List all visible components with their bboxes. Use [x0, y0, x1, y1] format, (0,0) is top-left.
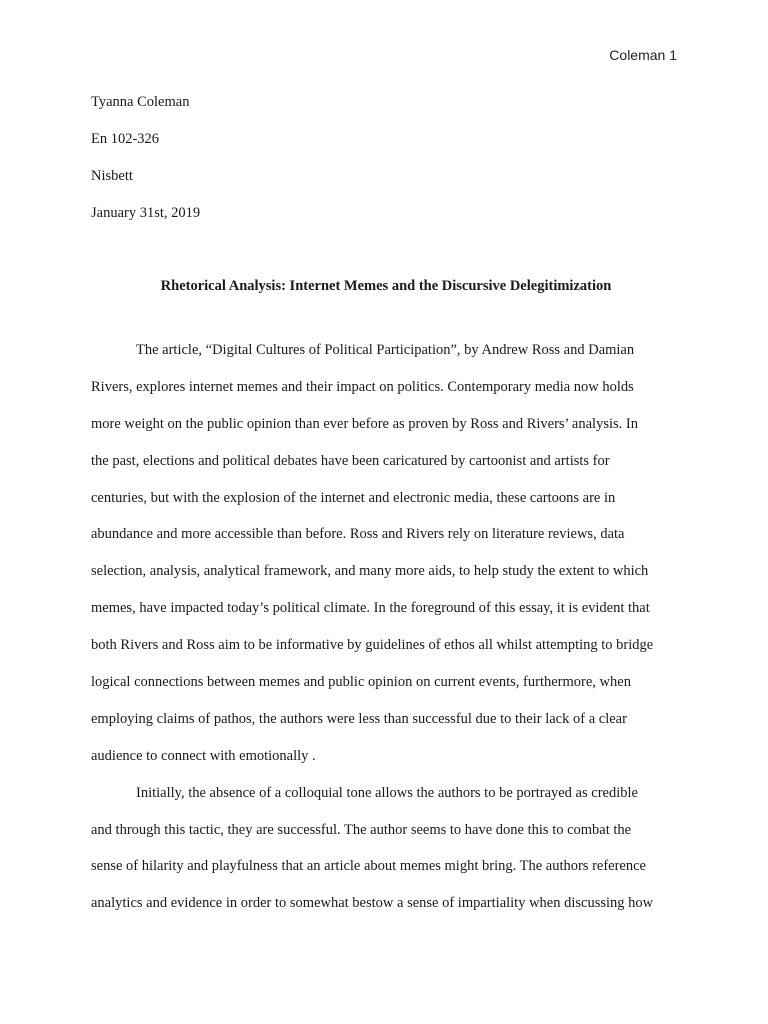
- mla-heading: [91, 93, 681, 241]
- essay-title: Rhetorical Analysis: Internet Memes and the Discursive Delegitimization: [160, 278, 612, 294]
- paragraph-1-line: employing claims of pathos, the authors were less than successful due to their lack of a clear: [91, 710, 627, 727]
- paragraph-1-line: abundance and more accessible than before. Ross and Rivers rely on literature reviews, data: [91, 526, 625, 543]
- paragraph-1-line: Rivers, explores internet memes and their impact on politics. Contemporary media now holds: [91, 378, 634, 395]
- paragraph-2-line: Initially, the absence of a colloquial tone allows the authors to be portrayed as credible: [136, 784, 638, 801]
- paragraph-1-line: both Rivers and Ross aim to be informative by guidelines of ethos all whilst attempting to bridge: [91, 637, 654, 654]
- author-name: Tyanna Coleman: [91, 94, 190, 110]
- paragraph-2-line: sense of hilarity and playfulness that an article about memes might bring. The authors reference: [91, 858, 646, 875]
- running-head: Coleman 1: [609, 47, 677, 63]
- course-number: En 102-326: [91, 131, 160, 147]
- instructor-name: Nisbett: [91, 168, 133, 184]
- paragraph-1-line: audience to connect with emotionally .: [91, 747, 316, 764]
- paragraph-1-line: logical connections between memes and public opinion on current events, furthermore, when: [91, 674, 631, 691]
- paragraph-2-line: analytics and evidence in order to somewhat bestow a sense of impartiality when discussing how: [91, 895, 654, 912]
- essay-body: [91, 340, 681, 930]
- paragraph-1-line: more weight on the public opinion than ever before as proven by Ross and Rivers’ analysis. In: [91, 415, 638, 432]
- paragraph-1-line: The article, “Digital Cultures of Political Participation”, by Andrew Ross and Damian: [136, 342, 635, 358]
- submission-date: January 31st, 2019: [91, 205, 201, 221]
- paragraph-1-line: selection, analysis, analytical framework, and many more aids, to help study the extent to which: [91, 563, 649, 580]
- paragraph-2-line: and through this tactic, they are successful. The author seems to have done this to combat the: [91, 821, 632, 838]
- paragraph-1-line: memes, have impacted today’s political climate. In the foreground of this essay, it is evident that: [91, 600, 650, 617]
- paragraph-1-line: the past, elections and political debates have been caricatured by cartoonist and artists for: [91, 452, 610, 469]
- paragraph-1-line: centuries, but with the explosion of the internet and electronic media, these cartoons are in: [91, 489, 616, 506]
